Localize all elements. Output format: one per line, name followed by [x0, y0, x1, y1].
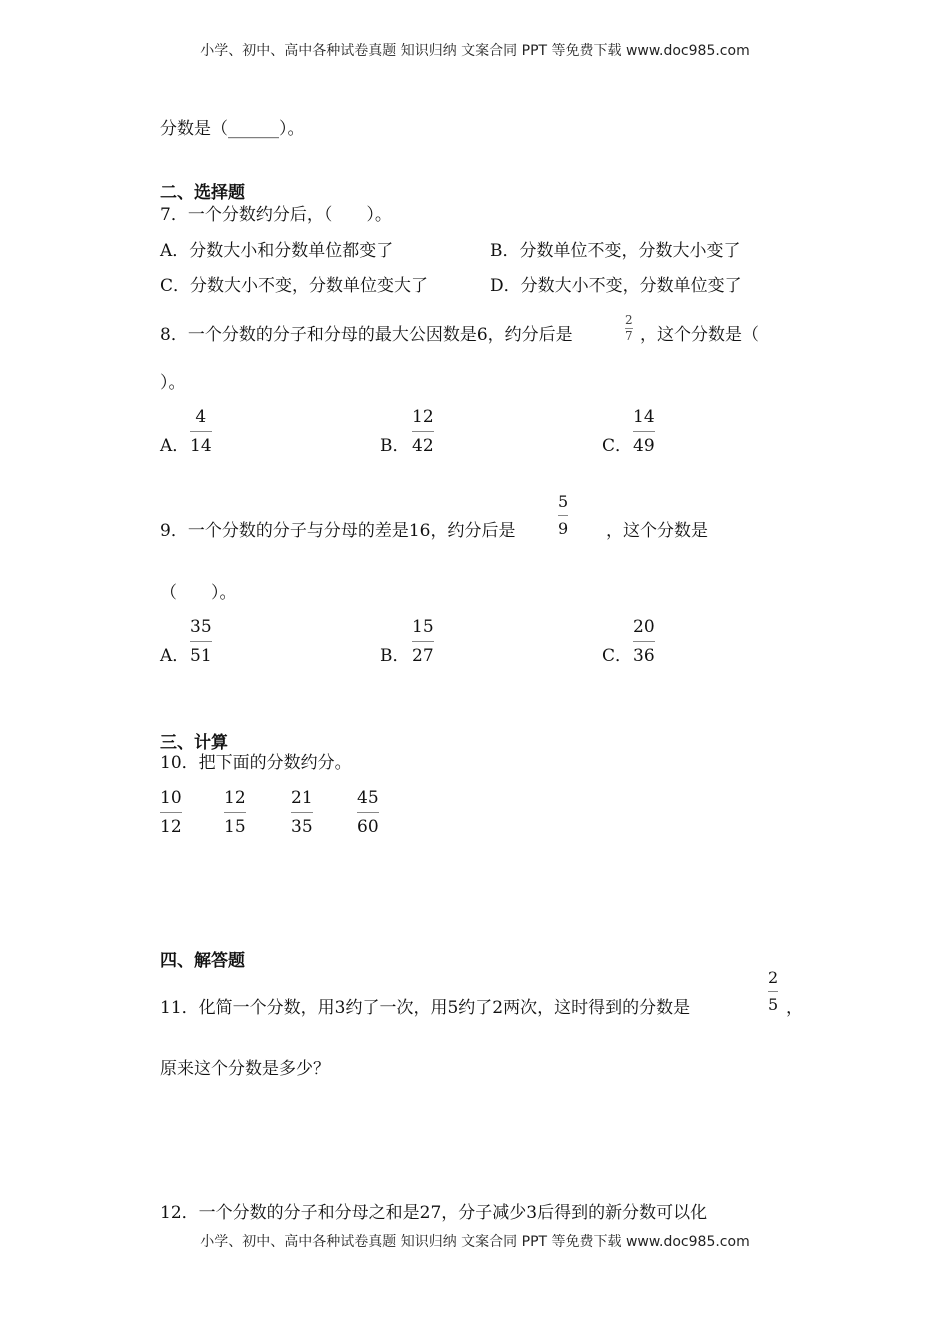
fraction-denominator: 7	[625, 329, 633, 343]
fraction-denominator: 49	[633, 436, 655, 456]
fraction-numerator: 20	[633, 617, 655, 637]
q8-stem-fraction	[625, 314, 633, 343]
q8-option-b-fraction	[412, 406, 434, 457]
q8-option-c-fraction	[633, 406, 655, 457]
fraction-bar	[224, 812, 246, 813]
fraction-bar	[357, 812, 379, 813]
q8-stem-line2: ）。	[160, 373, 186, 393]
fraction-numerator: 35	[190, 617, 212, 637]
q7-option-d: D．分数大小不变，分数单位变了	[490, 276, 742, 296]
section-choice-heading: 二、选择题	[160, 183, 245, 203]
q10-stem: 10．把下面的分数约分。	[160, 753, 352, 773]
q10-fraction-4	[357, 787, 379, 838]
q11-stem-fraction	[768, 968, 778, 1015]
q8-stem-tail: ，这个分数是（	[640, 325, 759, 345]
q9-stem: 9．一个分数的分子与分母的差是16，约分后是	[160, 521, 516, 541]
fraction-bar	[190, 641, 212, 642]
fraction-numerator: 21	[291, 788, 313, 808]
fraction-bar	[768, 991, 778, 992]
q10-fraction-1	[160, 787, 182, 838]
q7-stem: 7．一个分数约分后，（ ）。	[160, 205, 392, 225]
q11-stem: 11．化简一个分数，用3约了一次，用5约了2两次，这时得到的分数是	[160, 998, 691, 1018]
fraction-numerator: 12	[412, 407, 434, 427]
fraction-bar	[633, 431, 655, 432]
fraction-bar	[633, 641, 655, 642]
fraction-denominator: 9	[558, 519, 569, 538]
page-footer: 小学、初中、高中各种试卷真题 知识归纳 文案合同 PPT 等免费下载 www.doc985.com	[200, 1234, 750, 1250]
q6-tail: 分数是（______）。	[160, 119, 305, 139]
fraction-denominator: 15	[224, 817, 246, 837]
fraction-numerator: 2	[625, 313, 633, 327]
fraction-denominator: 60	[357, 817, 379, 837]
q7-option-b: B．分数单位不变，分数大小变了	[490, 241, 741, 261]
fraction-denominator: 35	[291, 817, 313, 837]
fraction-denominator: 12	[160, 817, 182, 837]
q10-fraction-3	[291, 787, 313, 838]
fraction-bar	[412, 431, 434, 432]
fraction-numerator: 45	[357, 788, 379, 808]
q9-option-c-fraction	[633, 616, 655, 667]
fraction-numerator: 10	[160, 788, 182, 808]
fraction-bar	[160, 812, 182, 813]
q9-option-a-fraction	[190, 616, 212, 667]
q12-stem: 12．一个分数的分子和分母之和是27，分子减少3后得到的新分数可以化	[160, 1203, 708, 1223]
fraction-denominator: 27	[412, 646, 434, 666]
fraction-denominator: 51	[190, 646, 212, 666]
fraction-numerator: 15	[412, 617, 434, 637]
q9-stem-line2: （ ）。	[160, 583, 237, 603]
section-calc-heading: 三、计算	[160, 733, 228, 753]
q9-stem-fraction	[558, 492, 568, 539]
fraction-numerator: 5	[558, 492, 569, 511]
fraction-numerator: 4	[195, 407, 207, 427]
q7-option-c: C．分数大小不变，分数单位变大了	[160, 276, 429, 296]
fraction-denominator: 14	[190, 436, 212, 456]
q8-option-a-fraction	[190, 406, 212, 457]
fraction-denominator: 5	[768, 995, 779, 1014]
section-answer-heading: 四、解答题	[160, 951, 245, 971]
q11-stem-tail: ，	[786, 998, 803, 1018]
q8-option-a-label: A．	[160, 436, 190, 456]
q8-option-b-label: B．	[380, 436, 410, 456]
q9-stem-tail: ，这个分数是	[606, 521, 708, 541]
fraction-denominator: 42	[412, 436, 434, 456]
fraction-bar	[412, 641, 434, 642]
q9-option-a-label: A．	[160, 646, 190, 666]
q11-stem-line2: 原来这个分数是多少？	[160, 1059, 330, 1079]
fraction-numerator: 2	[768, 968, 779, 987]
q9-option-c-label: C．	[602, 646, 633, 666]
q8-option-c-label: C．	[602, 436, 633, 456]
q9-option-b-label: B．	[380, 646, 410, 666]
q10-fraction-2	[224, 787, 246, 838]
page-header: 小学、初中、高中各种试卷真题 知识归纳 文案合同 PPT 等免费下载 www.doc985.com	[200, 43, 750, 59]
q7-option-a: A．分数大小和分数单位都变了	[160, 241, 394, 261]
fraction-bar	[291, 812, 313, 813]
fraction-bar	[190, 431, 212, 432]
fraction-numerator: 12	[224, 788, 246, 808]
q8-stem: 8．一个分数的分子和分母的最大公因数是6，约分后是	[160, 325, 573, 345]
q9-option-b-fraction	[412, 616, 434, 667]
fraction-numerator: 14	[633, 407, 655, 427]
fraction-bar	[558, 515, 568, 516]
fraction-denominator: 36	[633, 646, 655, 666]
